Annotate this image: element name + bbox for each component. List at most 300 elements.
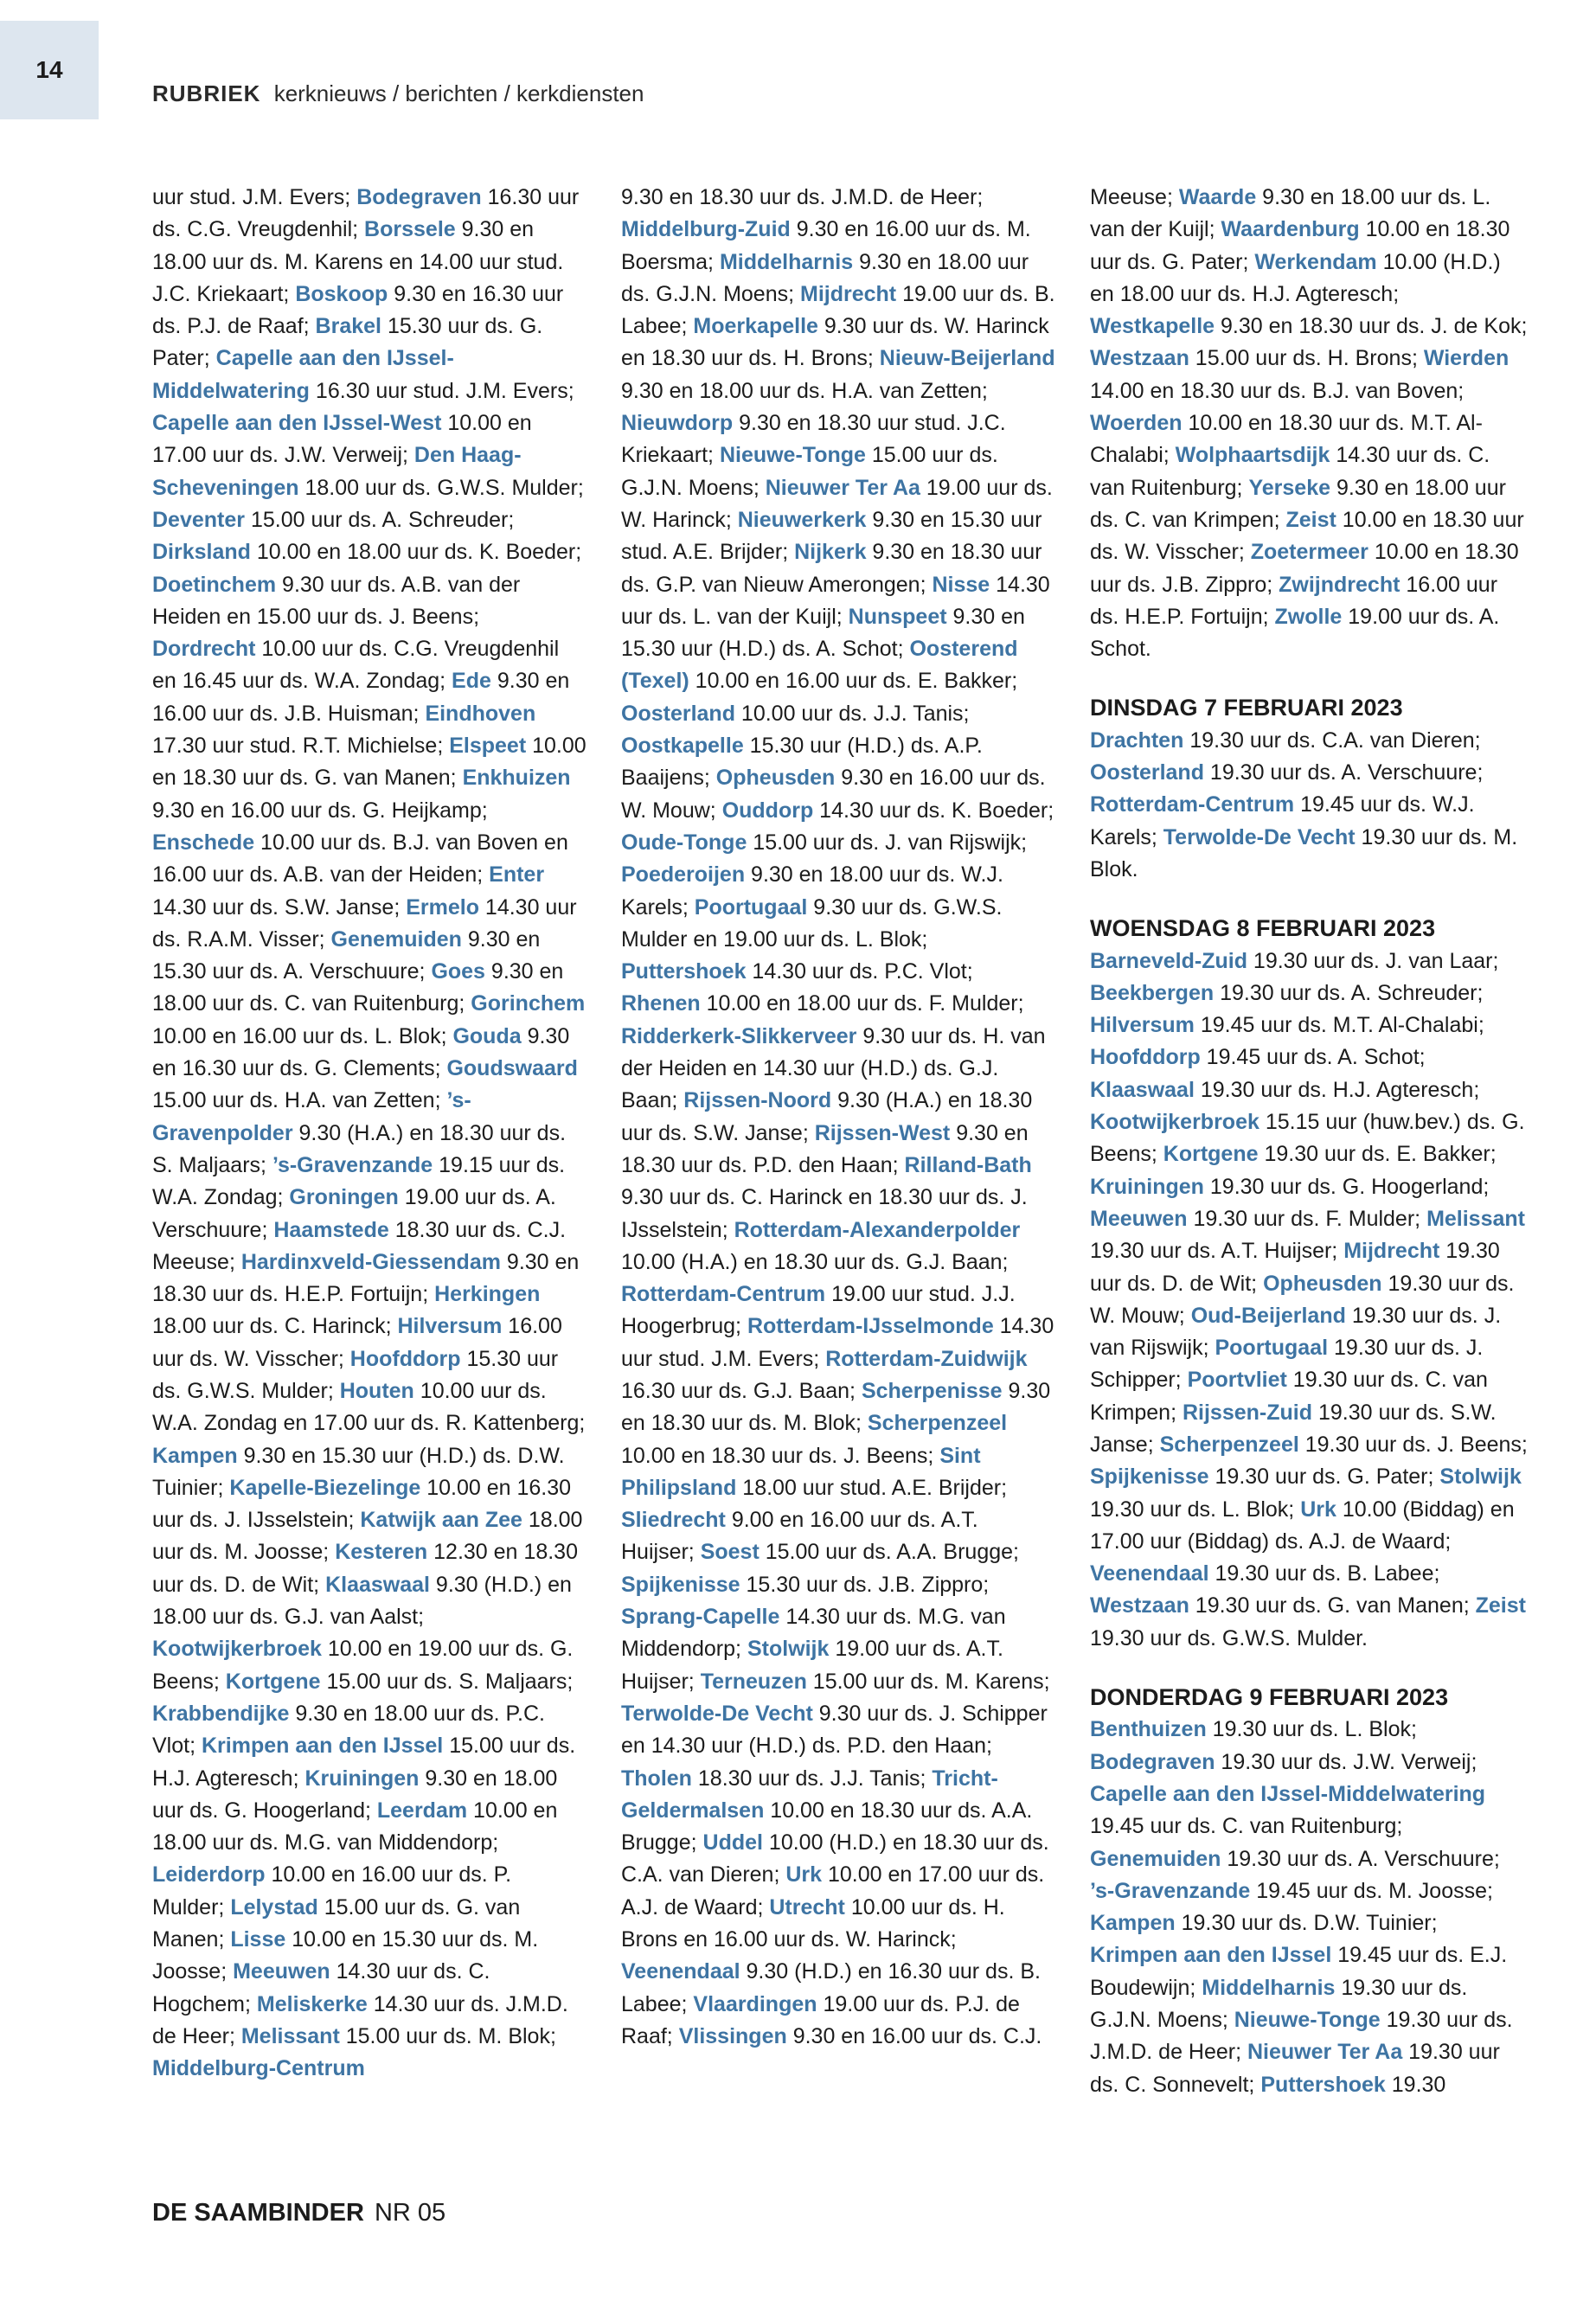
place-name: Terwolde-De Vecht	[1163, 824, 1356, 849]
service-details: 19.45 uur ds. E.J. Boudewijn;	[1090, 1943, 1508, 2000]
place-name: Rotterdam-Alexanderpolder	[734, 1217, 1021, 1242]
place-name: Rijssen-West	[814, 1120, 951, 1145]
service-details: 19.30 uur ds. S.W. Janse;	[1090, 1400, 1497, 1457]
place-name: Hoofddorp	[1090, 1045, 1201, 1070]
place-name: Spijkenisse	[621, 1572, 740, 1597]
place-name: Drachten	[1090, 727, 1184, 753]
place-name: Lisse	[230, 1927, 286, 1952]
service-details: 15.30 uur ds. G.W.S. Mulder;	[152, 1346, 559, 1403]
service-details: 19.00 uur ds. A. Schot.	[1090, 604, 1500, 662]
service-listing-paragraph	[1090, 182, 1529, 665]
place-name: Doetinchem	[152, 572, 277, 597]
service-details: 10.00 uur ds. H. Brons en 16.00 uur ds. W. Harinck;	[621, 1894, 1005, 1952]
service-details: 19.30 uur ds. L. Blok;	[1090, 1497, 1301, 1522]
service-details: 19.45 uur ds. W.J. Karels;	[1090, 792, 1475, 849]
place-name: Borssele	[364, 217, 456, 242]
service-details: 18.00 uur ds. G.W.S. Mulder;	[298, 475, 584, 500]
place-name: Scherpenzeel	[1159, 1432, 1299, 1457]
place-name: Stolwijk	[747, 1637, 830, 1662]
place-name: Rhenen	[621, 991, 701, 1016]
place-name: Nieuwe-Tonge	[719, 443, 866, 468]
service-details: 10.00 en 19.00 uur ds. G. Beens;	[152, 1637, 574, 1694]
service-details: 9.30 en 16.00 uur ds. W. Mouw;	[621, 766, 1046, 823]
place-name: Melissant	[240, 2023, 340, 2048]
service-details: 10.00 uur ds. B.J. van Boven en 16.00 uur ds. A.B. van der Heiden;	[152, 830, 568, 888]
service-details: 19.30 uur ds. C. van Krimpen;	[1090, 1368, 1488, 1425]
service-listing-paragraph	[621, 182, 1055, 2053]
place-name: Leiderdorp	[152, 1862, 266, 1888]
service-details: 9.30 en 18.00 uur ds. W.J. Karels;	[621, 862, 1003, 920]
place-name: Uddel	[702, 1830, 763, 1856]
place-name: Klaaswaal	[1090, 1077, 1195, 1102]
service-details: 19.30	[1385, 2072, 1446, 2097]
service-details: 10.00 (Biddag) en 17.00 uur (Biddag) ds. A.J. de Waard;	[1090, 1497, 1515, 1554]
service-details: 17.30 uur stud. R.T. Michielse;	[152, 734, 450, 759]
place-name: Beekbergen	[1090, 980, 1215, 1005]
place-name: Den Haag-Scheveningen	[152, 443, 522, 500]
text-column-1	[152, 182, 586, 2086]
place-name: Enter	[489, 862, 545, 888]
service-details: 10.00 en 15.30 uur ds. M. Joosse;	[152, 1927, 539, 1984]
service-details: 19.00 uur ds. B. Labee;	[621, 281, 1055, 339]
service-details: 14.30 uur ds. L. van der Kuijl;	[621, 572, 1050, 629]
service-details: 15.00 uur ds. J. van Rijswijk;	[747, 830, 1028, 855]
place-name: Spijkenisse	[1090, 1465, 1209, 1490]
service-details: 9.30 en 16.00 uur ds. J.B. Huisman;	[152, 669, 570, 726]
place-name: Middelburg-Zuid	[621, 217, 791, 242]
place-name: Nieuwdorp	[621, 411, 734, 436]
place-name: Kampen	[152, 1443, 238, 1468]
place-name: Enschede	[152, 830, 255, 855]
place-name: Veenendaal	[1090, 1561, 1209, 1586]
section-subtitle: kerknieuws / berichten / kerkdiensten	[273, 80, 644, 106]
service-details: 19.45 uur ds. C. van Ruitenburg;	[1090, 1814, 1403, 1839]
service-details: 9.30 en 18.00 uur ds. L. van der Kuijl;	[1090, 185, 1491, 242]
service-details: 9.30 uur ds. G.W.S. Mulder en 19.00 uur ds. L. Blok;	[621, 894, 1003, 952]
place-name: Hardinxveld-Giessendam	[240, 1249, 501, 1274]
service-details: 9.30 en 15.30 uur ds. A. Verschuure;	[152, 926, 541, 984]
service-details: 10.00 (H.A.) en 18.30 uur ds. G.J. Baan;	[621, 1249, 1009, 1274]
place-name: Krimpen aan den IJssel	[201, 1734, 444, 1759]
place-name: Vlissingen	[678, 2023, 787, 2048]
place-name: Katwijk aan Zee	[360, 1508, 522, 1533]
place-name: Waardenburg	[1221, 217, 1360, 242]
place-name: Mijdrecht	[800, 281, 897, 306]
service-details: 15.30 uur ds. G. Pater;	[152, 314, 543, 371]
service-details: 14.30 uur ds. C. van Ruitenburg;	[1090, 443, 1490, 500]
magazine-name: DE SAAMBINDER	[152, 2199, 364, 2227]
page-number-tab	[0, 21, 99, 119]
place-name: Nieuwerkerk	[737, 507, 867, 532]
day-heading: DINSDAG 7 FEBRUARI 2023	[1090, 695, 1403, 721]
service-details: 10.00 en 18.30 uur ds. M.T. Al-Chalabi;	[1090, 411, 1483, 468]
place-name: Zeist	[1285, 507, 1336, 532]
place-name: Rotterdam-Centrum	[1090, 792, 1295, 817]
section-header	[152, 76, 644, 111]
service-details: 15.15 uur (huw.bev.) ds. G. Beens;	[1090, 1110, 1525, 1167]
place-name: Mijdrecht	[1343, 1239, 1440, 1264]
service-details: 14.30 uur ds. P.C. Vlot;	[746, 959, 973, 984]
service-details: 19.45 uur ds. M.T. Al-Chalabi;	[1194, 1013, 1484, 1038]
service-details: 9.30 en 16.30 uur ds. G. Clements;	[152, 1023, 570, 1081]
place-name: Zwolle	[1274, 604, 1343, 629]
service-details: 10.00 (H.D.) en 18.00 uur ds. H.J. Agteresch;	[1090, 249, 1501, 306]
place-name: Urk	[1300, 1497, 1336, 1522]
text-column-2	[621, 182, 1055, 2053]
place-name: Oosterland	[1090, 760, 1204, 785]
service-details: 9.30 en 16.00 uur ds. C.J.	[786, 2023, 1042, 2048]
place-name: Scherpenisse	[861, 1378, 1003, 1403]
service-details: 10.00 uur ds. C.G. Vreugdenhil en 16.45 uur ds. W.A. Zondag;	[152, 637, 560, 694]
service-details: 10.00 en 18.00 uur ds. K. Boeder;	[250, 540, 582, 565]
place-name: Brakel	[315, 314, 381, 339]
service-details: 16.30 uur ds. G.J. Baan;	[621, 1378, 862, 1403]
service-details: 14.30 uur stud. J.M. Evers;	[621, 1314, 1054, 1371]
place-name: Yerseke	[1248, 475, 1330, 500]
service-details: 19.45 uur ds. A. Schot;	[1200, 1045, 1426, 1070]
service-details: 19.30 uur ds. J.M.D. de Heer;	[1090, 2008, 1513, 2065]
place-name: Capelle aan den IJssel-West	[152, 411, 442, 436]
place-name: Gouda	[452, 1023, 522, 1048]
place-name: Capelle aan den IJssel-Middelwatering	[1090, 1781, 1486, 1806]
place-name: Klaaswaal	[325, 1572, 430, 1597]
place-name: Kruiningen	[1090, 1174, 1204, 1199]
place-name: Rotterdam-IJsselmonde	[747, 1314, 994, 1339]
place-name: Westkapelle	[1090, 314, 1215, 339]
place-name: Waarde	[1178, 185, 1257, 209]
service-details: 9.30 en 18.00 uur ds. P.C. Vlot;	[152, 1701, 545, 1759]
place-name: Wolphaartsdijk	[1175, 443, 1330, 468]
place-name: Puttershoek	[1260, 2072, 1386, 2097]
service-details: 19.30 uur ds. E. Bakker;	[1258, 1142, 1497, 1167]
place-name: Haamstede	[273, 1217, 389, 1242]
service-details: 15.00 uur ds. A. Schreuder;	[245, 507, 515, 532]
place-name: Oostkapelle	[621, 734, 744, 759]
service-details: 14.30 uur ds. S.W. Janse;	[152, 894, 407, 920]
service-details: 14.30 uur ds. R.A.M. Visser;	[152, 894, 577, 952]
place-name: Hilversum	[397, 1314, 503, 1339]
service-details: 9.30 en 16.00 uur ds. M. Boersma;	[621, 217, 1031, 274]
service-details: 18.00 uur ds. M. Joosse;	[152, 1508, 583, 1565]
place-name: Westzaan	[1090, 1593, 1189, 1618]
place-name: Terwolde-De Vecht	[621, 1701, 813, 1726]
service-details: 9.30 uur ds. A.B. van der Heiden en 15.00 uur ds. J. Beens;	[152, 572, 521, 629]
place-name: Rotterdam-Zuidwijk	[825, 1346, 1028, 1371]
service-listing-paragraph	[1090, 1714, 1529, 2101]
page-number: 14	[35, 56, 63, 83]
service-details: 14.30 uur ds. K. Boeder;	[813, 798, 1054, 823]
place-name: Ridderkerk-Slikkerveer	[621, 1023, 857, 1048]
service-details: 19.30 uur ds. J. van Rijswijk;	[1090, 1303, 1502, 1361]
place-name: Sint Philipsland	[621, 1443, 981, 1500]
service-details: 19.30 uur ds. J. Beens;	[1298, 1432, 1528, 1457]
place-name: Poortugaal	[694, 894, 808, 920]
service-details: 10.00 (H.D.) en 18.30 uur ds. C.A. van Dieren;	[621, 1830, 1049, 1888]
place-name: Herkingen	[434, 1282, 541, 1307]
service-details: 15.00 uur ds. A.A. Brugge;	[759, 1540, 1019, 1565]
place-name: Oude-Tonge	[621, 830, 747, 855]
service-details: 19.00 uur ds. A. Verschuure;	[152, 1185, 556, 1242]
place-name: Leerdam	[376, 1798, 468, 1823]
service-details: 10.00 en 18.30 uur ds. J. Beens;	[621, 1443, 940, 1468]
service-details: 9.00 en 16.00 uur ds. A.T. Huijser;	[621, 1508, 978, 1565]
place-name: Meeuwen	[1090, 1206, 1188, 1231]
issue-number: NR 05	[374, 2199, 446, 2227]
place-name: Nijkerk	[794, 540, 867, 565]
service-details: 10.00 en 16.00 uur ds. P. Mulder;	[152, 1862, 512, 1920]
service-details: 10.00 en 18.00 uur ds. M.G. van Middendorp;	[152, 1798, 558, 1856]
place-name: Deventer	[152, 507, 245, 532]
place-name: Capelle aan den IJssel-Middelwatering	[152, 346, 454, 403]
service-details: 14.30 uur ds. J.M.D. de Heer;	[152, 1991, 568, 2048]
service-details: 19.30 uur ds. A. Verschuure;	[1221, 1846, 1500, 1871]
place-name: Lelystad	[230, 1894, 318, 1920]
service-details: 10.00 en 18.30 uur ds. J.B. Zippro;	[1090, 540, 1519, 597]
place-name: ’s-Gravenzande	[272, 1152, 433, 1177]
service-details: 19.00 uur stud. J.J. Hoogerbrug;	[621, 1282, 1016, 1339]
place-name: Bodegraven	[356, 185, 482, 209]
place-name: ’s-Gravenpolder	[152, 1088, 471, 1145]
service-details: 19.15 uur ds. W.A. Zondag;	[152, 1152, 566, 1210]
place-name: Zoetermeer	[1250, 540, 1368, 565]
service-details: Meeuse;	[1090, 185, 1179, 209]
service-details: 19.30 uur ds. J. van Laar;	[1247, 948, 1499, 973]
service-details: 9.30 en 15.30 uur (H.D.) ds. A. Schot;	[621, 604, 1025, 662]
service-details: 15.00 uur ds. M. Blok;	[339, 2023, 556, 2048]
service-details: 10.00 en 17.00 uur ds. A.J. de Waard;	[621, 1862, 1045, 1920]
place-name: Opheusden	[715, 766, 836, 791]
place-name: Krimpen aan den IJssel	[1090, 1943, 1332, 1968]
place-name: Nieuwer Ter Aa	[1247, 2040, 1403, 2065]
place-name: Goes	[431, 959, 485, 984]
service-details: 9.30 en 18.30 uur stud. J.C. Kriekaart;	[621, 411, 1006, 468]
place-name: Middelharnis	[719, 249, 854, 274]
service-details: 16.30 uur ds. C.G. Vreugdenhil;	[152, 185, 580, 242]
place-name: Kapelle-Biezelinge	[229, 1475, 421, 1500]
service-details: 10.00 en 18.30 uur ds. G. van Manen;	[152, 734, 586, 791]
service-details: 9.30 en 18.00 uur ds. G.J.N. Moens;	[621, 249, 1029, 306]
service-details: 9.30 en 18.00 uur ds. C. van Krimpen;	[1090, 475, 1506, 532]
place-name: Zwijndrecht	[1279, 572, 1401, 597]
service-details: 19.30 uur ds. A. Schreuder;	[1214, 980, 1484, 1005]
service-details: 18.30 uur ds. J.J. Tanis;	[691, 1766, 933, 1791]
place-name: Ouddorp	[721, 798, 814, 823]
service-details: 14.30 uur ds. M.G. van Middendorp;	[621, 1605, 1006, 1662]
place-name: Poederoijen	[621, 862, 746, 888]
place-name: Rijssen-Noord	[683, 1088, 832, 1113]
service-details: 19.30 uur ds. G. Pater;	[1208, 1465, 1440, 1490]
service-details: 9.30 en 16.30 uur ds. P.J. de Raaf;	[152, 281, 564, 339]
service-details: 9.30 en 15.30 uur (H.D.) ds. D.W. Tuinier;	[152, 1443, 565, 1500]
place-name: Nisse	[932, 572, 990, 597]
service-details: 18.00 uur ds. C. Harinck;	[152, 1314, 398, 1339]
place-name: Puttershoek	[621, 959, 747, 984]
place-name: Kortgene	[1163, 1142, 1259, 1167]
place-name: Goudswaard	[446, 1056, 578, 1081]
service-details: 10.00 uur ds. J.J. Tanis;	[734, 701, 970, 726]
place-name: Kootwijkerbroek	[1090, 1110, 1259, 1135]
place-name: Hoofddorp	[349, 1346, 461, 1371]
place-name: Rijssen-Zuid	[1182, 1400, 1312, 1425]
place-name: Vlaardingen	[693, 1991, 817, 2016]
service-details: 9.30 en 18.30 uur ds. H.E.P. Fortuijn;	[152, 1249, 580, 1307]
service-details: 19.30 uur ds. G.W.S. Mulder.	[1090, 1625, 1368, 1650]
service-details: 15.00 uur ds. H. Brons;	[1189, 346, 1424, 371]
place-name: Kruiningen	[304, 1766, 420, 1791]
place-name: Meliskerke	[256, 1991, 368, 2016]
service-details: 19.30 uur ds. G.J.N. Moens;	[1090, 1975, 1468, 2033]
place-name: Ermelo	[406, 894, 479, 920]
place-name: Dordrecht	[152, 637, 256, 662]
place-name: Barneveld-Zuid	[1090, 948, 1247, 973]
service-details: 10.00 en 16.30 uur ds. J. IJsselstein;	[152, 1475, 572, 1533]
place-name: Wierden	[1423, 346, 1509, 371]
service-details: 9.30 uur ds. J. Schipper en 14.30 uur (H.D.) ds. P.D. den Haan;	[621, 1701, 1048, 1759]
service-details: 10.00 en 17.00 uur ds. J.W. Verweij;	[152, 411, 532, 468]
place-name: Middelburg-Centrum	[152, 2056, 365, 2081]
service-details: 19.30 uur ds. M. Blok.	[1090, 824, 1518, 881]
place-name: Houten	[339, 1378, 414, 1403]
service-details: 19.45 uur ds. M. Joosse;	[1250, 1878, 1493, 1903]
place-name: Groningen	[289, 1185, 399, 1210]
service-details: 10.00 en 18.30 uur ds. A.A. Brugge;	[621, 1798, 1033, 1856]
place-name: Westzaan	[1090, 346, 1189, 371]
service-details: 10.00 uur ds. W.A. Zondag en 17.00 uur ds. R. Kattenberg;	[152, 1378, 586, 1436]
service-details: 19.30 uur ds. G. Hoogerland;	[1203, 1174, 1490, 1199]
place-name: Genemuiden	[1090, 1846, 1221, 1871]
service-details: 9.30 en 18.30 uur ds. P.D. den Haan;	[621, 1120, 1029, 1177]
place-name: Benthuizen	[1090, 1717, 1207, 1742]
service-details: 15.30 uur ds. J.B. Zippro;	[740, 1572, 990, 1597]
service-details: 9.30 en 18.00 uur ds. M. Karens en 14.00 uur stud. J.C. Kriekaart;	[152, 217, 564, 306]
place-name: Kootwijkerbroek	[152, 1637, 322, 1662]
place-name: Opheusden	[1263, 1271, 1382, 1296]
service-details: 10.00 en 18.00 uur ds. F. Mulder;	[700, 991, 1024, 1016]
place-name: Sliedrecht	[621, 1508, 726, 1533]
place-name: Zeist	[1475, 1593, 1526, 1618]
place-name: Kesteren	[335, 1540, 428, 1565]
service-details: 16.30 uur stud. J.M. Evers;	[309, 378, 574, 403]
service-details: 9.30 uur ds. H. van der Heiden en 14.30 uur (H.D.) ds. G.J. Baan;	[621, 1023, 1046, 1113]
place-name: Melissant	[1426, 1206, 1525, 1231]
service-details: 9.30 en 18.30 uur ds. J.M.D. de Heer;	[621, 185, 984, 209]
service-details: 10.00 en 16.00 uur ds. E. Bakker;	[689, 669, 1018, 694]
place-name: Genemuiden	[330, 926, 462, 952]
service-details: 19.30 uur ds. D. de Wit;	[1090, 1239, 1500, 1296]
service-details: 9.30 (H.D.) en 16.30 uur ds. B. Labee;	[621, 1959, 1041, 2016]
place-name: Veenendaal	[621, 1959, 740, 1984]
place-name: Meeuwen	[233, 1959, 330, 1984]
service-details: 9.30 en 15.30 uur stud. A.E. Brijder;	[621, 507, 1042, 565]
service-details: 19.30 uur ds. H.J. Agteresch;	[1194, 1077, 1480, 1102]
service-details: 14.30 uur ds. C. Hogchem;	[152, 1959, 490, 2016]
service-details: 15.30 uur (H.D.) ds. A.P. Baaijens;	[621, 734, 983, 791]
place-name: Werkendam	[1254, 249, 1377, 274]
service-details: 9.30 en 18.00 uur ds. C. van Ruitenburg;	[152, 959, 564, 1016]
service-details: 19.30 uur ds. L. Blok;	[1206, 1717, 1417, 1742]
place-name: Boskoop	[295, 281, 388, 306]
place-name: Kortgene	[225, 1669, 321, 1694]
place-name: Nieuw-Beijerland	[879, 346, 1055, 371]
place-name: Tholen	[621, 1766, 692, 1791]
place-name: Poortvliet	[1187, 1368, 1287, 1393]
place-name: Krabbendijke	[152, 1701, 290, 1726]
service-details: 19.30 uur ds. J.W. Verweij;	[1215, 1749, 1477, 1774]
place-name: Rotterdam-Centrum	[621, 1282, 826, 1307]
service-details: 19.00 uur ds. P.J. de Raaf;	[621, 1991, 1020, 2048]
place-name: Nieuwer Ter Aa	[765, 475, 920, 500]
page-footer	[152, 2195, 445, 2230]
service-details: 18.30 uur ds. C.J. Meeuse;	[152, 1217, 567, 1274]
service-details: 15.00 uur ds. G.J.N. Moens;	[621, 443, 998, 500]
service-details: 19.30 uur ds. A. Verschuure;	[1203, 760, 1484, 785]
service-details: 19.30 uur ds. C. Sonnevelt;	[1090, 2040, 1500, 2097]
service-details: 19.30 uur ds. A.T. Huijser;	[1090, 1239, 1344, 1264]
service-details: 9.30 uur ds. W. Harinck en 18.30 uur ds. H. Brons;	[621, 314, 1049, 371]
service-details: uur stud. J.M. Evers;	[152, 185, 357, 209]
place-name: Gorinchem	[471, 991, 586, 1016]
place-name: Bodegraven	[1090, 1749, 1215, 1774]
service-details: 9.30 (H.A.) en 18.30 uur ds. S. Maljaars;	[152, 1120, 567, 1177]
place-name: Scherpenzeel	[867, 1411, 1008, 1436]
service-details: 16.00 uur ds. W. Visscher;	[152, 1314, 562, 1371]
service-details: 9.30 en 18.00 uur ds. H.A. van Zetten;	[621, 378, 988, 403]
place-name: Soest	[700, 1540, 760, 1565]
place-name: Terneuzen	[700, 1669, 807, 1694]
service-details: 19.30 uur ds. C.A. van Dieren;	[1183, 727, 1481, 753]
service-details: 9.30 en 18.00 uur ds. G. Hoogerland;	[152, 1766, 558, 1823]
service-details: 9.30 uur ds. C. Harinck en 18.30 uur ds. J. IJsselstein;	[621, 1185, 1028, 1242]
service-details: 10.00 en 18.30 uur ds. G. Pater;	[1090, 217, 1510, 274]
place-name: Moerkapelle	[693, 314, 818, 339]
service-details: 18.00 uur stud. A.E. Brijder;	[736, 1475, 1008, 1500]
service-details: 9.30 (H.D.) en 18.00 uur ds. G.J. van Aalst;	[152, 1572, 572, 1630]
day-heading: WOENSDAG 8 FEBRUARI 2023	[1090, 915, 1436, 942]
service-details: 9.30 en 16.00 uur ds. G. Heijkamp;	[152, 798, 488, 823]
place-name: Woerden	[1090, 411, 1183, 436]
service-details: 19.30 uur ds. B. Labee;	[1208, 1561, 1440, 1586]
service-details: 15.00 uur ds. S. Maljaars;	[320, 1669, 574, 1694]
place-name: ’s-Gravenzande	[1090, 1878, 1251, 1903]
place-name: Rilland-Bath	[904, 1152, 1032, 1177]
service-details: 15.00 uur ds. H.J. Agteresch;	[152, 1734, 576, 1791]
service-details: 19.30 uur ds. D.W. Tuinier;	[1175, 1911, 1438, 1936]
place-name: Nieuwe-Tonge	[1234, 2008, 1381, 2033]
service-details: 9.30 en 18.30 uur ds. J. de Kok;	[1215, 314, 1528, 339]
place-name: Kampen	[1090, 1911, 1176, 1936]
place-name: Nunspeet	[848, 604, 947, 629]
service-details: 9.30 en 18.30 uur ds. M. Blok;	[621, 1378, 1051, 1436]
service-details: 19.00 uur ds. A.T. Huijser;	[621, 1637, 1003, 1694]
text-column-3	[1090, 182, 1529, 2101]
service-details: 10.00 en 16.00 uur ds. L. Blok;	[152, 1023, 453, 1048]
place-name: Poortugaal	[1215, 1336, 1329, 1361]
section-label: RUBRIEK	[152, 80, 261, 106]
place-name: Oosterland	[621, 701, 735, 726]
service-details: 19.00 uur ds. W. Harinck;	[621, 475, 1053, 532]
place-name: Enkhuizen	[462, 766, 571, 791]
place-name: Sprang-Capelle	[621, 1605, 780, 1630]
place-name: Oosterend (Texel)	[621, 637, 1018, 694]
service-details: 9.30 en 18.30 uur ds. G.P. van Nieuw Amerongen;	[621, 540, 1042, 597]
place-name: Utrecht	[769, 1894, 845, 1920]
service-details: 9.30 (H.A.) en 18.30 uur ds. S.W. Janse;	[621, 1088, 1033, 1145]
service-details: 14.00 en 18.30 uur ds. B.J. van Boven;	[1090, 378, 1465, 403]
service-details: 19.30 uur ds. F. Mulder;	[1187, 1206, 1427, 1231]
service-listing-paragraph	[1090, 725, 1529, 886]
place-name: Urk	[785, 1862, 823, 1888]
place-name: Tricht-Geldermalsen	[621, 1766, 998, 1823]
